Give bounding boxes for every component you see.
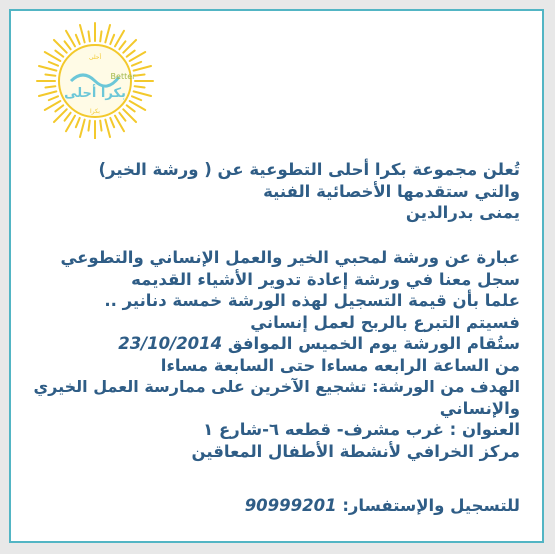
announcement-line-3: يمنى بدرالدين	[405, 203, 520, 222]
contact-label: للتسجيل والإستفسار:	[342, 496, 520, 515]
details-line-10: مركز الخرافي لأنشطة الأطفال المعاقين	[191, 441, 520, 461]
contact-phone[interactable]: 90999201	[244, 496, 337, 515]
details-line-1: عبارة عن ورشة لمحبي الخير والعمل الإنساني والتطوعي	[60, 248, 520, 267]
announcement-line-1: تُعلن مجموعة بكرا أحلى التطوعية عن ( ورشة الخير)	[98, 160, 520, 179]
details-line-3: علما بأن قيمة التسجيل لهذه الورشة خمسة دنانير ..	[104, 291, 520, 310]
event-date: 23/10/2014	[118, 334, 223, 353]
details-line-8: والإنساني	[439, 398, 520, 418]
flyer-card	[9, 9, 544, 543]
announcement-block	[25, 159, 520, 224]
sun-logo-icon	[25, 19, 165, 139]
logo-small-top: أحلى	[88, 54, 102, 61]
logo-small-bottom: بكرا	[90, 108, 100, 115]
details-line-4: فسيتم التبرع بالربح لعمل إنساني	[250, 312, 520, 332]
details-line-6: من الساعة الرابعه مساءا حتى السابعة مساءا	[160, 355, 520, 375]
event-day-text: ستُقام الورشة يوم الخميس الموافق	[227, 334, 520, 353]
announcement-line-2: والتي ستقدمها الأخصائية الفنية	[263, 181, 520, 201]
details-block	[25, 247, 520, 462]
details-line-7: الهدف من الورشة: تشجيع الآخرين على ممارسة العمل الخيري	[33, 377, 520, 396]
details-line-9: العنوان : غرب مشرف- قطعه ٦-شارع ١	[203, 420, 520, 439]
contact-block	[25, 495, 520, 517]
contact-line	[25, 495, 520, 517]
logo-title: بكرا أحلى	[64, 86, 126, 101]
details-line-2: سجل معنا في ورشة إعادة تدوير الأشياء القديمه	[131, 269, 520, 289]
logo-english: Better	[110, 72, 136, 81]
details-line-5	[25, 333, 520, 355]
